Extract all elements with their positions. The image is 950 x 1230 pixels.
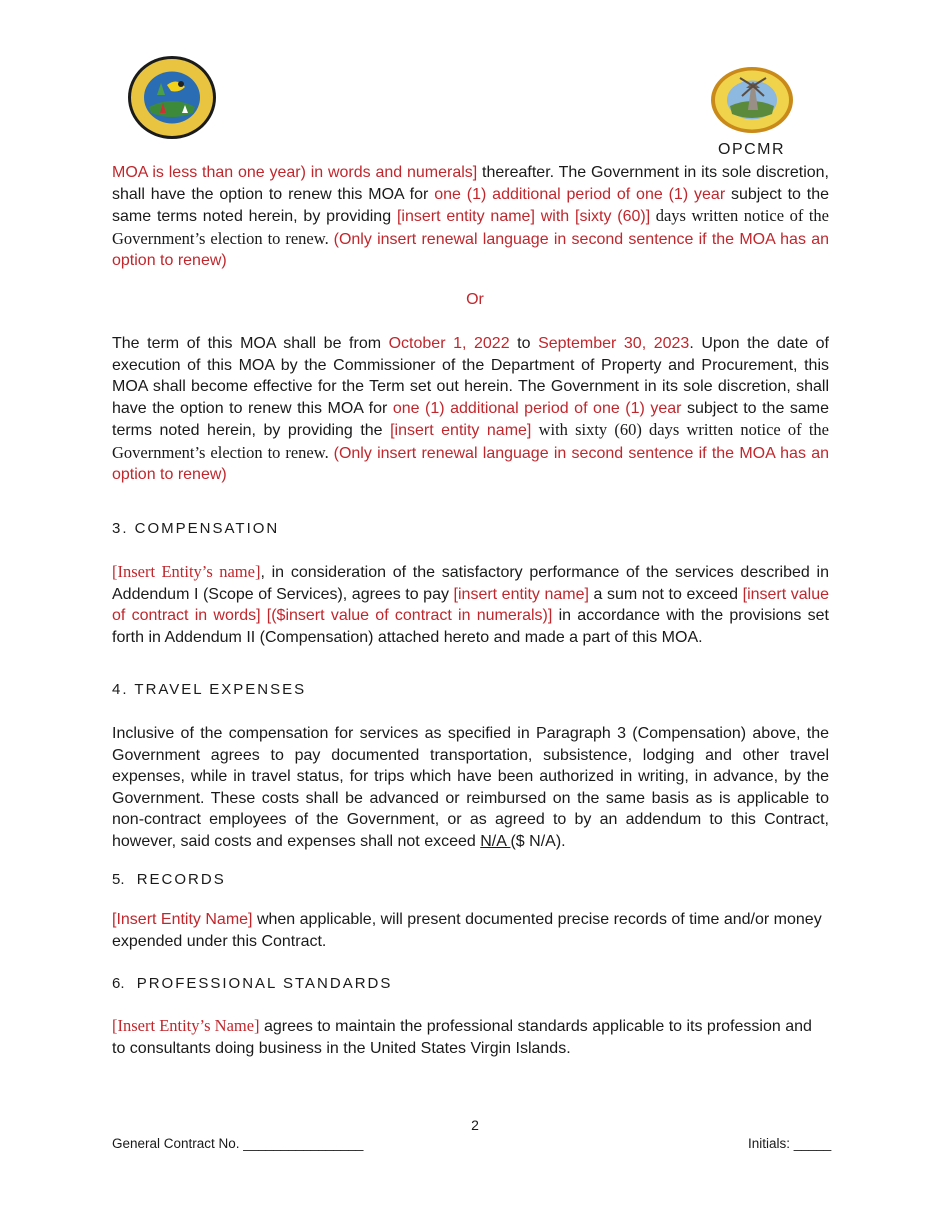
professional-standards-heading: 6. PROFESSIONAL STANDARDS: [112, 975, 393, 992]
compensation-paragraph: [Insert Entity’s name], in consideration of the satisfactory performance of the services described in Addendum I (Scope of Services), agrees to pay [insert entity name] a sum not to exceed [insert value of contract in words] [($insert value of contract in numerals)] in accordance with the provisions set forth in Addendum II (Compensation) attached hereto and made a part of this MOA.: [112, 562, 830, 646]
travel-expenses-heading: 4. TRAVEL EXPENSES: [112, 681, 307, 698]
professional-standards-paragraph: [Insert Entity’s Name] agrees to maintain the professional standards applicable to its profession and to consultants doing business in the United States Virgin Islands.: [112, 1016, 812, 1057]
records-paragraph: [Insert Entity Name] when applicable, will present documented precise records of time and/or money expended under this Contract.: [112, 911, 822, 950]
org-code: OPCMR: [718, 141, 786, 158]
initials-field: Initials: _____: [748, 1136, 832, 1151]
term-paragraph-dates: The term of this MOA shall be from October 1, 2022 to September 30, 2023. Upon the date of execution of this MOA by the Commissioner of the Department of Property and Procurement, this MOA shall become effective for the Term set out herein. The Government in its sole discretion, shall have the option to renew this MOA for one (1) additional period of one (1) year subject to the same terms noted herein, by providing the [insert entity name] with sixty (60) days written notice of the Government’s election to renew. (Only insert renewal language in second sentence if the MOA has an option to renew): [112, 335, 830, 483]
records-heading: 5. RECORDS: [112, 871, 226, 888]
general-contract-number-field: General Contract No. ________________: [112, 1136, 364, 1151]
travel-expenses-paragraph: Inclusive of the compensation for services as specified in Paragraph 3 (Compensation) above, the Government agrees to pay documented transportation, subsistence, lodging and other travel expenses, while in travel status, for trips which have been authorized in writing, in advance, by the Government. These costs shall be advanced or reimbursed on the same basis as is applicable to non-contract employees of the Government, or as agreed to by an addendum to this Contract, however, said costs and expenses shall not exceed N/A ($ N/A).: [112, 725, 829, 850]
usvi-government-seal-icon: [127, 55, 217, 140]
term-paragraph-renewal: MOA is less than one year) in words and numerals] thereafter. The Government in its sole discretion, shall have the option to renew this MOA for one (1) additional period of one (1) year subject to the same terms noted herein, by providing [insert entity name] with [sixty (60)] days written notice of the Government’s election to renew. (Only insert renewal language in second sentence if the MOA has an option to renew): [112, 164, 830, 269]
property-procurement-seal-icon: [710, 66, 794, 134]
page-number: 2: [471, 1117, 479, 1133]
compensation-heading: 3. COMPENSATION: [112, 520, 280, 537]
or-separator: Or: [466, 291, 484, 308]
